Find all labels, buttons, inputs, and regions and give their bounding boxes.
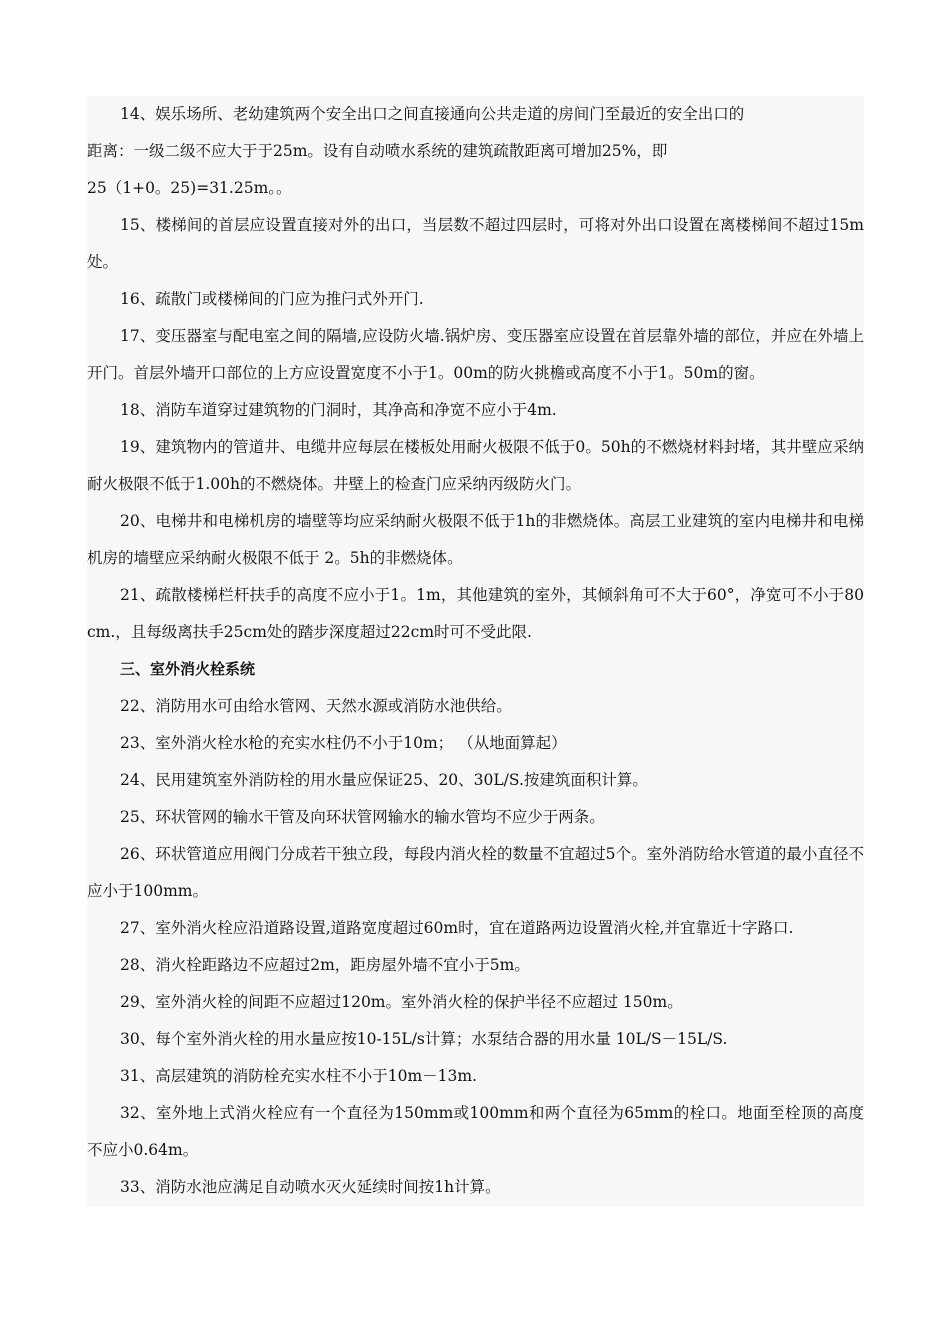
paragraph-20: 20、电梯井和电梯机房的墙壁等均应采纳耐火极限不低于1h的非燃烧体。高层工业建筑的室内电梯井和电梯机房的墙壁应采纳耐火极限不低于 2。5h的非燃烧体。 bbox=[87, 512, 864, 567]
paragraph-28: 28、消火栓距路边不应超过2m，距房屋外墙不宜小于5m。 bbox=[120, 956, 530, 974]
paragraph-27: 27、室外消火栓应沿道路设置,道路宽度超过60m时，宜在道路两边设置消火栓,并宜靠近十字路口. bbox=[120, 919, 794, 937]
paragraph-33: 33、消防水池应满足自动喷水灭火延续时间按1h计算。 bbox=[120, 1178, 501, 1196]
paragraph-17: 17、变压器室与配电室之间的隔墙,应设防火墙.锅炉房、变压器室应设置在首层靠外墙的部位，并应在外墙上开门。首层外墙开口部位的上方应设置宽度不小于1。00m的防火挑檐或高度不小于1。50m的窗。 bbox=[87, 327, 864, 382]
document-body bbox=[87, 96, 864, 1206]
paragraph-18: 18、消防车道穿过建筑物的门洞时，其净高和净宽不应小于4m. bbox=[120, 401, 557, 419]
paragraph-21: 21、疏散楼梯栏杆扶手的高度不应小于1。1m，其他建筑的室外，其倾斜角可不大于60°，净宽可不小于80cm.，且每级离扶手25cm处的踏步深度超过22cm时可不受此限. bbox=[87, 586, 864, 641]
paragraph-19: 19、建筑物内的管道井、电缆井应每层在楼板处用耐火极限不低于0。50h的不燃烧材料封堵，其井壁应采纳耐火极限不低于1.00h的不燃烧体。井壁上的检查门应采纳丙级防火门。 bbox=[87, 438, 864, 493]
paragraph-32: 32、室外地上式消火栓应有一个直径为150mm或100mm和两个直径为65mm的栓口。地面至栓顶的高度不应小0.64m。 bbox=[87, 1104, 864, 1159]
paragraph-23: 23、室外消火栓水枪的充实水柱仍不小于10m； （从地面算起） bbox=[120, 734, 567, 752]
paragraph-16: 16、疏散门或楼梯间的门应为推闩式外开门. bbox=[120, 290, 424, 308]
paragraph-22: 22、消防用水可由给水管网、天然水源或消防水池供给。 bbox=[120, 697, 512, 715]
paragraph-25: 25、环状管网的输水干管及向环状管网输水的输水管均不应少于两条。 bbox=[120, 808, 605, 826]
paragraph-31: 31、高层建筑的消防栓充实水柱不小于10m－13m. bbox=[120, 1067, 477, 1085]
paragraph-24: 24、民用建筑室外消防栓的用水量应保证25、20、30L/S.按建筑面积计算。 bbox=[120, 771, 648, 789]
paragraph-14-line-3: 25（1+0。25)=31.25m。。 bbox=[87, 179, 292, 197]
paragraph-26: 26、环状管道应用阀门分成若干独立段，每段内消火栓的数量不宜超过5个。室外消防给水管道的最小直径不应小于100mm。 bbox=[87, 845, 864, 900]
paragraph-15: 15、楼梯间的首层应设置直接对外的出口，当层数不超过四层时，可将对外出口设置在离楼梯间不超过15m处。 bbox=[87, 216, 864, 271]
paragraph-30: 30、每个室外消火栓的用水量应按10-15L/s计算；水泵结合器的用水量 10L/S－15L/S. bbox=[120, 1030, 728, 1048]
paragraph-29: 29、室外消火栓的间距不应超过120m。室外消火栓的保护半径不应超过 150m。 bbox=[120, 993, 683, 1011]
paragraph-14-line-2: 距离：一级二级不应大于于25m。设有自动喷水系统的建筑疏散距离可增加25%，即 bbox=[87, 142, 668, 160]
section-heading-outdoor-hydrant-system: 三、室外消火栓系统 bbox=[120, 660, 256, 678]
paragraph-14-line-1: 14、娱乐场所、老幼建筑两个安全出口之间直接通向公共走道的房间门至最近的安全出口的 bbox=[120, 105, 745, 123]
